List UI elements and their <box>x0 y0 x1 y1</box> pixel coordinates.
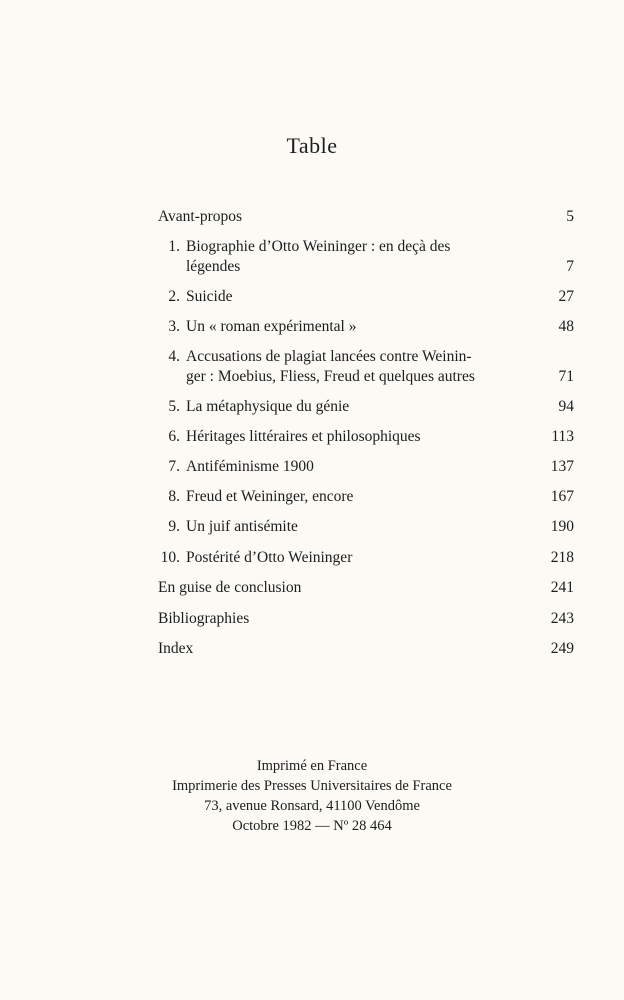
toc-entry-page: 71 <box>558 368 574 385</box>
toc-entry-title-line: Un juif antisémite <box>186 518 298 535</box>
toc-entry-title <box>186 317 524 337</box>
toc-entry-title-line: Héritages littéraires et philosophiques <box>186 428 421 445</box>
toc-entry-title-line: Avant-propos <box>158 208 243 225</box>
toc-entry-title <box>186 487 524 507</box>
toc-entry-number: 6. <box>168 428 180 445</box>
colophon-line: Imprimé en France <box>256 758 368 774</box>
toc-entry-title-line: Biographie d’Otto Weininger : en deçà des <box>186 238 451 255</box>
toc-entry-page: 7 <box>566 258 574 275</box>
toc-entry-page: 243 <box>550 610 574 627</box>
toc-entry-number: 8. <box>168 488 180 505</box>
toc-entry-title-line: Postérité d’Otto Weininger <box>186 549 353 566</box>
toc-entry-page: 27 <box>558 288 574 305</box>
colophon-line: 73, avenue Ronsard, 41100 Vendôme <box>204 798 420 814</box>
toc-entry-title <box>158 639 524 659</box>
toc-entry-title <box>186 427 524 447</box>
colophon <box>0 756 624 836</box>
page-title: Table <box>286 133 338 158</box>
toc-entry-page: 218 <box>550 549 574 566</box>
toc-entry-page: 48 <box>558 318 574 335</box>
toc-entry-number: 5. <box>168 398 180 415</box>
toc-entry-number: 1. <box>168 238 180 255</box>
toc-entry-title <box>186 517 524 537</box>
toc-entry-title-line: Bibliographies <box>158 610 250 627</box>
toc-entry-title <box>158 207 524 227</box>
toc-entry-page: 113 <box>551 428 574 445</box>
colophon-line: Imprimerie des Presses Universitaires de France <box>172 778 452 794</box>
toc-entry-title-line: Accusations de plagiat lancées contre Weinin- <box>186 348 472 365</box>
toc-entry-title <box>186 548 524 568</box>
toc-entry-page: 137 <box>550 458 574 475</box>
toc-entry-title <box>186 457 524 477</box>
toc-entry-title-line: Index <box>158 640 194 657</box>
toc-entry-page: 5 <box>566 208 574 225</box>
toc-entry-title-line: légendes <box>186 258 241 275</box>
toc-entry-title-line: Antiféminisme 1900 <box>186 458 314 475</box>
toc-entry-title <box>186 397 524 417</box>
toc-entry-title-line: La métaphysique du génie <box>186 398 350 415</box>
toc-entry-title <box>158 578 524 598</box>
toc-entry-title-line: Suicide <box>186 288 233 305</box>
toc-entry-page: 167 <box>550 488 574 505</box>
toc-entry-number: 10. <box>160 549 180 566</box>
toc-entry-title-line: ger : Moebius, Fliess, Freud et quelques autres <box>186 368 475 385</box>
toc-entry-number: 7. <box>168 458 180 475</box>
toc-entry-number: 3. <box>168 318 180 335</box>
toc-entry-page: 190 <box>550 518 574 535</box>
toc-entry-title-line: Freud et Weininger, encore <box>186 488 354 505</box>
toc-entry-number: 4. <box>168 348 180 365</box>
colophon-line: Octobre 1982 — Nº 28 464 <box>232 818 392 834</box>
toc-entry-title <box>158 609 524 629</box>
toc-entry-number: 9. <box>168 518 180 535</box>
toc-entry-page: 94 <box>558 398 574 415</box>
toc-entry-title <box>186 347 524 387</box>
toc-entry-number: 2. <box>168 288 180 305</box>
toc-entry-title <box>186 287 524 307</box>
toc-entry-page: 249 <box>550 640 574 657</box>
toc-entry-page: 241 <box>550 579 574 596</box>
toc-entry-title <box>186 237 524 277</box>
toc-entry-title-line: En guise de conclusion <box>158 579 302 596</box>
toc-entry-title-line: Un « roman expérimental » <box>186 318 357 335</box>
